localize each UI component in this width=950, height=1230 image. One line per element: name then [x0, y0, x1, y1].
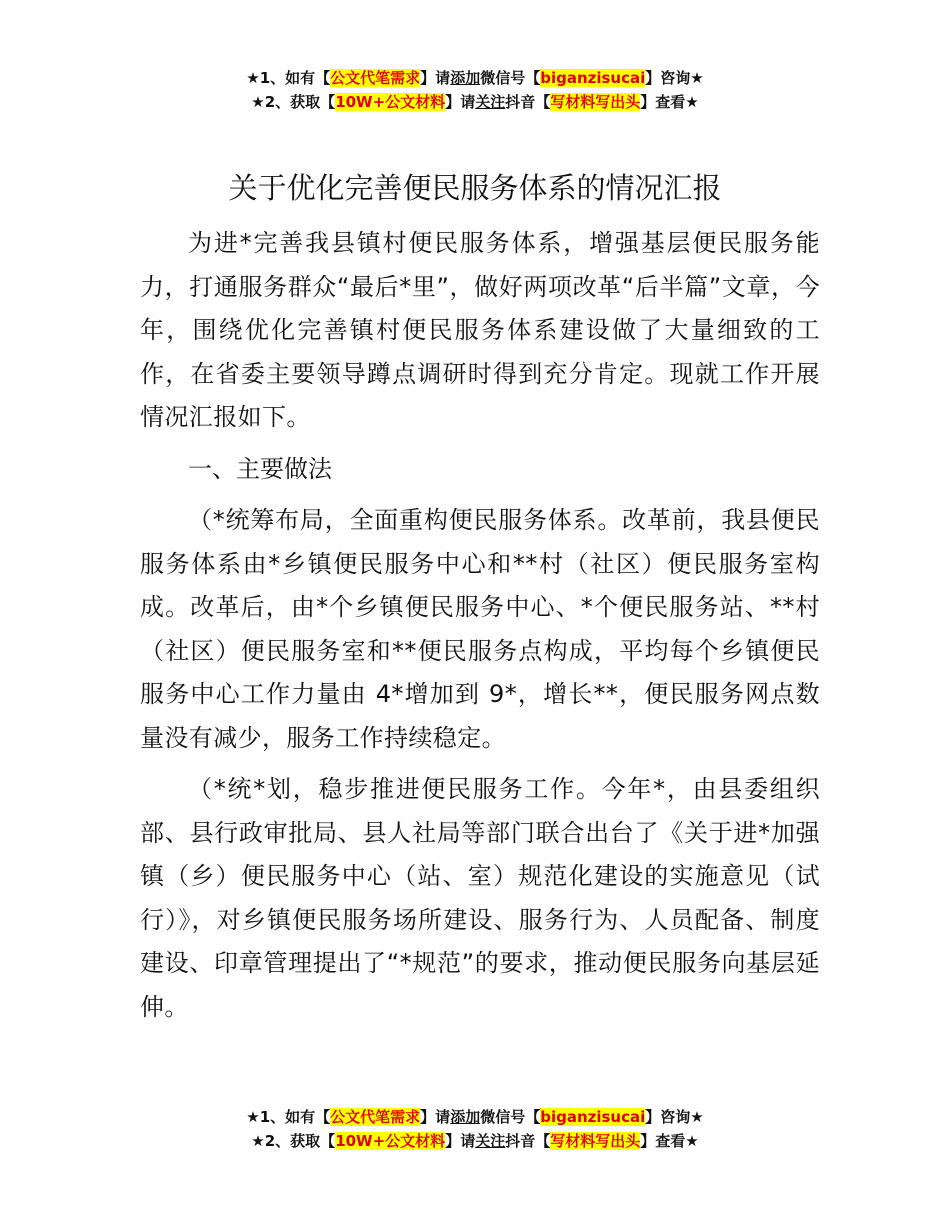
highlight-wechat-id: biganzisucai: [540, 69, 646, 87]
banner-text: 微信号【: [480, 69, 541, 87]
banner-underlined-text: 关注: [475, 1132, 506, 1150]
banner-line-1: [0, 66, 950, 90]
highlight-materials: 10W+公文材料: [335, 1132, 446, 1150]
section-heading: 一、主要做法: [188, 454, 332, 483]
banner-text: 】请: [445, 1132, 476, 1150]
banner-text: 抖音【: [505, 93, 551, 111]
banner-text: 】咨询★: [645, 69, 704, 87]
banner-underlined-text: 添加: [450, 1108, 481, 1126]
body-paragraph-1: （*统筹布局，全面重构便民服务体系。改革前，我县便民服务体系由*乡镇便民服务中心和**村（社区）便民服务室构成。改革后，由*个乡镇便民服务中心、*个便民服务站、**村（社区）便民服务室和**便民服务点构成，平均每个乡镇便民服务中心工作力量由 4*增加到 9*，增长**，便民服务网点数量没有减少，服务工作持续稳定。: [140, 506, 820, 752]
banner-text: 】咨询★: [645, 1108, 704, 1126]
body-paragraph-2: （*统*划，稳步推进便民服务工作。今年*，由县委组织部、县行政审批局、县人社局等部门联合出台了《关于进*加强镇（乡）便民服务中心（站、室）规范化建设的实施意见（试行）》，对乡镇便民服务场所建设、服务行为、人员配备、制度建设、印章管理提出了“*规范”的要求，推动便民服务向基层延伸。: [140, 775, 820, 1021]
banner-text: ★1、如有【: [246, 1108, 331, 1126]
banner-line-1: [0, 1105, 950, 1129]
banner-text: 抖音【: [505, 1132, 551, 1150]
banner-text: ★2、获取【: [251, 93, 336, 111]
highlight-ghostwriting: 公文代笔需求: [330, 69, 421, 87]
bottom-banner: [0, 1105, 950, 1153]
banner-line-2: [0, 90, 950, 114]
banner-text: 】请: [420, 69, 451, 87]
banner-text: ★1、如有【: [246, 69, 331, 87]
banner-text: 微信号【: [480, 1108, 541, 1126]
highlight-wechat-id: biganzisucai: [540, 1108, 646, 1126]
document-title: 关于优化完善便民服务体系的情况汇报: [228, 171, 722, 205]
banner-text: 】查看★: [640, 93, 699, 111]
banner-line-2: [0, 1129, 950, 1153]
intro-paragraph: 为进*完善我县镇村便民服务体系，增强基层便民服务能力，打通服务群众“最后*里”，做好两项改革“后半篇”文章，今年，围绕优化完善镇村便民服务体系建设做了大量细致的工作，在省委主要领导蹲点调研时得到充分肯定。现就工作开展情况汇报如下。: [140, 229, 820, 431]
top-banner: [0, 66, 950, 114]
banner-text: 】请: [445, 93, 476, 111]
banner-underlined-text: 添加: [450, 69, 481, 87]
highlight-douyin-account: 写材料写出头: [550, 1132, 641, 1150]
highlight-douyin-account: 写材料写出头: [550, 93, 641, 111]
banner-underlined-text: 关注: [475, 93, 506, 111]
banner-text: 】请: [420, 1108, 451, 1126]
highlight-ghostwriting: 公文代笔需求: [330, 1108, 421, 1126]
banner-text: ★2、获取【: [251, 1132, 336, 1150]
banner-text: 】查看★: [640, 1132, 699, 1150]
document-body: [140, 222, 820, 1037]
highlight-materials: 10W+公文材料: [335, 93, 446, 111]
